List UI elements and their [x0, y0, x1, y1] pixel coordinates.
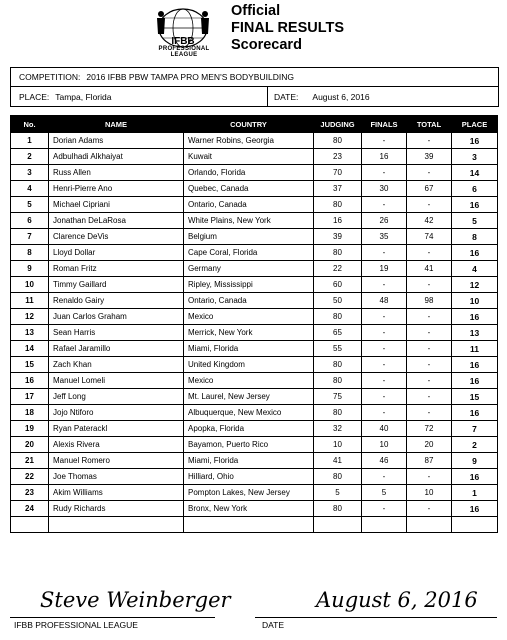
cell-finals: 19 — [362, 261, 407, 277]
cell-judging: 22 — [314, 261, 362, 277]
cell-country: Mexico — [184, 309, 314, 325]
table-row — [11, 421, 498, 437]
cell-total: 74 — [407, 229, 452, 245]
cell-place: 13 — [452, 325, 498, 341]
cell-finals: 30 — [362, 181, 407, 197]
column-header: TOTAL — [407, 116, 452, 133]
cell-total: - — [407, 245, 452, 261]
table-row — [11, 325, 498, 341]
cell-name: Zach Khan — [49, 357, 184, 373]
signature-line — [10, 617, 215, 618]
cell-name: Akim Williams — [49, 485, 184, 501]
cell-place: 3 — [452, 149, 498, 165]
cell-total: 39 — [407, 149, 452, 165]
cell-place: 9 — [452, 453, 498, 469]
cell-judging: 80 — [314, 405, 362, 421]
cell-no: 19 — [11, 421, 49, 437]
column-header: COUNTRY — [184, 116, 314, 133]
cell-judging: 16 — [314, 213, 362, 229]
cell-name: Clarence DeVis — [49, 229, 184, 245]
table-row — [11, 133, 498, 149]
table-row — [11, 405, 498, 421]
column-header: FINALS — [362, 116, 407, 133]
cell-country: Merrick, New York — [184, 325, 314, 341]
cell-judging: 50 — [314, 293, 362, 309]
cell-place: 16 — [452, 357, 498, 373]
cell-total: - — [407, 309, 452, 325]
cell-name: Jeff Long — [49, 389, 184, 405]
cell-place: 7 — [452, 421, 498, 437]
cell-finals: 40 — [362, 421, 407, 437]
cell-total: - — [407, 133, 452, 149]
cell-place: 16 — [452, 133, 498, 149]
cell-finals: - — [362, 373, 407, 389]
cell-no: 20 — [11, 437, 49, 453]
cell-name — [49, 517, 184, 533]
cell-judging: 39 — [314, 229, 362, 245]
results-table — [10, 115, 498, 533]
cell-country: Miami, Florida — [184, 341, 314, 357]
signature: Steve Weinberger — [40, 588, 231, 612]
cell-judging: 80 — [314, 373, 362, 389]
table-row — [11, 517, 498, 533]
table-row — [11, 469, 498, 485]
cell-no: 1 — [11, 133, 49, 149]
cell-judging: 55 — [314, 341, 362, 357]
cell-total: - — [407, 197, 452, 213]
cell-judging: 80 — [314, 357, 362, 373]
table-row — [11, 501, 498, 517]
cell-name: Jonathan DeLaRosa — [49, 213, 184, 229]
cell-total: 10 — [407, 485, 452, 501]
logo-subtext: PROFESSIONAL LEAGUE — [158, 46, 210, 58]
cell-name: Roman Fritz — [49, 261, 184, 277]
cell-total: 87 — [407, 453, 452, 469]
cell-no: 7 — [11, 229, 49, 245]
title-line3: Scorecard — [231, 37, 302, 53]
cell-name: Dorian Adams — [49, 133, 184, 149]
page-title — [231, 3, 344, 54]
cell-name: Joe Thomas — [49, 469, 184, 485]
cell-no: 13 — [11, 325, 49, 341]
cell-total: - — [407, 165, 452, 181]
cell-country: Hilliard, Ohio — [184, 469, 314, 485]
cell-no: 10 — [11, 277, 49, 293]
cell-name: Russ Allen — [49, 165, 184, 181]
cell-country: Orlando, Florida — [184, 165, 314, 181]
cell-no: 16 — [11, 373, 49, 389]
cell-place: 4 — [452, 261, 498, 277]
cell-name: Sean Harris — [49, 325, 184, 341]
cell-judging: 80 — [314, 469, 362, 485]
cell-judging: 75 — [314, 389, 362, 405]
cell-finals: 46 — [362, 453, 407, 469]
date-line — [255, 617, 497, 618]
cell-name: Rudy Richards — [49, 501, 184, 517]
table-row — [11, 485, 498, 501]
cell-country: Warner Robins, Georgia — [184, 133, 314, 149]
cell-name: Timmy Gaillard — [49, 277, 184, 293]
cell-finals: 26 — [362, 213, 407, 229]
signature-date: August 6, 2016 — [316, 588, 478, 612]
cell-finals: - — [362, 245, 407, 261]
cell-place — [452, 517, 498, 533]
cell-total: 98 — [407, 293, 452, 309]
date-value: August 6, 2016 — [312, 91, 370, 102]
cell-total: 41 — [407, 261, 452, 277]
cell-place: 16 — [452, 405, 498, 421]
table-row — [11, 453, 498, 469]
cell-finals: - — [362, 389, 407, 405]
cell-name: Alexis Rivera — [49, 437, 184, 453]
cell-no: 14 — [11, 341, 49, 357]
cell-no: 11 — [11, 293, 49, 309]
cell-name: Lloyd Dollar — [49, 245, 184, 261]
cell-no: 12 — [11, 309, 49, 325]
cell-total: - — [407, 389, 452, 405]
cell-name: Adbulhadi Alkhaiyat — [49, 149, 184, 165]
cell-no: 8 — [11, 245, 49, 261]
cell-no: 9 — [11, 261, 49, 277]
signature-label: IFBB PROFESSIONAL LEAGUE — [14, 620, 138, 630]
cell-judging: 80 — [314, 245, 362, 261]
cell-place: 16 — [452, 245, 498, 261]
cell-judging: 70 — [314, 165, 362, 181]
cell-total: 67 — [407, 181, 452, 197]
cell-place: 2 — [452, 437, 498, 453]
cell-country: White Plains, New York — [184, 213, 314, 229]
cell-finals: - — [362, 277, 407, 293]
competition-label: COMPETITION: — [19, 72, 81, 82]
cell-place: 15 — [452, 389, 498, 405]
cell-finals: 5 — [362, 485, 407, 501]
table-row — [11, 373, 498, 389]
cell-judging: 80 — [314, 197, 362, 213]
date-cell — [268, 92, 370, 102]
date-label-footer: DATE — [262, 620, 285, 630]
cell-finals: - — [362, 405, 407, 421]
cell-country: Pompton Lakes, New Jersey — [184, 485, 314, 501]
cell-total: 20 — [407, 437, 452, 453]
cell-judging: 37 — [314, 181, 362, 197]
cell-judging: 23 — [314, 149, 362, 165]
place-label: PLACE: — [19, 91, 50, 102]
date-label: DATE: — [274, 91, 299, 102]
cell-country: Albuquerque, New Mexico — [184, 405, 314, 421]
table-row — [11, 165, 498, 181]
table-row — [11, 293, 498, 309]
cell-name: Manuel Romero — [49, 453, 184, 469]
cell-no: 17 — [11, 389, 49, 405]
cell-country: United Kingdom — [184, 357, 314, 373]
table-row — [11, 309, 498, 325]
cell-finals: - — [362, 469, 407, 485]
column-header: No. — [11, 116, 49, 133]
cell-no: 3 — [11, 165, 49, 181]
cell-judging: 10 — [314, 437, 362, 453]
cell-total: - — [407, 277, 452, 293]
cell-place: 16 — [452, 373, 498, 389]
cell-name: Jojo Ntiforo — [49, 405, 184, 421]
cell-no: 5 — [11, 197, 49, 213]
cell-no: 24 — [11, 501, 49, 517]
cell-no: 18 — [11, 405, 49, 421]
table-row — [11, 357, 498, 373]
column-header: PLACE — [452, 116, 498, 133]
cell-no: 15 — [11, 357, 49, 373]
cell-place: 16 — [452, 469, 498, 485]
cell-judging: 80 — [314, 309, 362, 325]
cell-name: Renaldo Gairy — [49, 293, 184, 309]
cell-finals: - — [362, 341, 407, 357]
cell-place: 8 — [452, 229, 498, 245]
cell-place: 16 — [452, 197, 498, 213]
cell-country: Ontario, Canada — [184, 197, 314, 213]
cell-total: 42 — [407, 213, 452, 229]
table-row — [11, 277, 498, 293]
table-row — [11, 389, 498, 405]
competition-info-box — [10, 67, 499, 107]
table-row — [11, 213, 498, 229]
cell-country: Bayamon, Puerto Rico — [184, 437, 314, 453]
table-row — [11, 197, 498, 213]
cell-judging: 80 — [314, 501, 362, 517]
cell-total: - — [407, 325, 452, 341]
title-line1: Official — [231, 3, 281, 19]
cell-finals — [362, 517, 407, 533]
cell-total: - — [407, 341, 452, 357]
cell-finals: - — [362, 133, 407, 149]
cell-finals: - — [362, 165, 407, 181]
competition-value: 2016 IFBB PBW TAMPA PRO MEN'S BODYBUILDING — [86, 72, 294, 82]
cell-finals: 16 — [362, 149, 407, 165]
table-row — [11, 245, 498, 261]
cell-country: Ripley, Mississippi — [184, 277, 314, 293]
cell-total: - — [407, 501, 452, 517]
cell-place: 1 — [452, 485, 498, 501]
cell-finals: 35 — [362, 229, 407, 245]
cell-place: 6 — [452, 181, 498, 197]
cell-country: Quebec, Canada — [184, 181, 314, 197]
cell-judging: 60 — [314, 277, 362, 293]
cell-no: 2 — [11, 149, 49, 165]
cell-place: 16 — [452, 501, 498, 517]
cell-name: Juan Carlos Graham — [49, 309, 184, 325]
table-row — [11, 341, 498, 357]
cell-total: - — [407, 357, 452, 373]
cell-no: 23 — [11, 485, 49, 501]
place-cell — [11, 87, 268, 106]
cell-no — [11, 517, 49, 533]
cell-judging: 80 — [314, 133, 362, 149]
cell-no: 21 — [11, 453, 49, 469]
table-row — [11, 261, 498, 277]
cell-country: Kuwait — [184, 149, 314, 165]
cell-judging: 32 — [314, 421, 362, 437]
cell-finals: - — [362, 501, 407, 517]
cell-country — [184, 517, 314, 533]
title-line2: FINAL RESULTS — [231, 20, 345, 36]
table-row — [11, 229, 498, 245]
table-header-row — [11, 116, 498, 133]
cell-finals: - — [362, 197, 407, 213]
cell-no: 4 — [11, 181, 49, 197]
cell-finals: 10 — [362, 437, 407, 453]
cell-country: Belgium — [184, 229, 314, 245]
cell-country: Bronx, New York — [184, 501, 314, 517]
cell-finals: - — [362, 309, 407, 325]
cell-judging: 5 — [314, 485, 362, 501]
cell-name: Manuel Lomeli — [49, 373, 184, 389]
cell-name: Henri-Pierre Ano — [49, 181, 184, 197]
cell-place: 5 — [452, 213, 498, 229]
cell-country: Mt. Laurel, New Jersey — [184, 389, 314, 405]
cell-judging — [314, 517, 362, 533]
cell-finals: - — [362, 357, 407, 373]
cell-total: - — [407, 373, 452, 389]
cell-finals: - — [362, 325, 407, 341]
place-value: Tampa, Florida — [55, 91, 112, 102]
column-header: JUDGING — [314, 116, 362, 133]
table-row — [11, 181, 498, 197]
svg-text:IFBB: IFBB — [171, 36, 195, 47]
cell-country: Mexico — [184, 373, 314, 389]
cell-judging: 41 — [314, 453, 362, 469]
cell-total: - — [407, 469, 452, 485]
cell-no: 22 — [11, 469, 49, 485]
table-row — [11, 437, 498, 453]
cell-place: 16 — [452, 309, 498, 325]
cell-no: 6 — [11, 213, 49, 229]
cell-judging: 65 — [314, 325, 362, 341]
cell-name: Rafael Jaramillo — [49, 341, 184, 357]
place-date-row — [11, 87, 498, 106]
cell-name: Michael Cipriani — [49, 197, 184, 213]
cell-total: 72 — [407, 421, 452, 437]
cell-country: Ontario, Canada — [184, 293, 314, 309]
column-header: NAME — [49, 116, 184, 133]
cell-total — [407, 517, 452, 533]
cell-country: Apopka, Florida — [184, 421, 314, 437]
table-row — [11, 149, 498, 165]
cell-country: Cape Coral, Florida — [184, 245, 314, 261]
cell-place: 14 — [452, 165, 498, 181]
competition-row — [11, 68, 498, 87]
cell-total: - — [407, 405, 452, 421]
cell-name: Ryan Paterackl — [49, 421, 184, 437]
cell-place: 10 — [452, 293, 498, 309]
cell-finals: 48 — [362, 293, 407, 309]
cell-place: 11 — [452, 341, 498, 357]
cell-country: Miami, Florida — [184, 453, 314, 469]
cell-country: Germany — [184, 261, 314, 277]
cell-place: 12 — [452, 277, 498, 293]
